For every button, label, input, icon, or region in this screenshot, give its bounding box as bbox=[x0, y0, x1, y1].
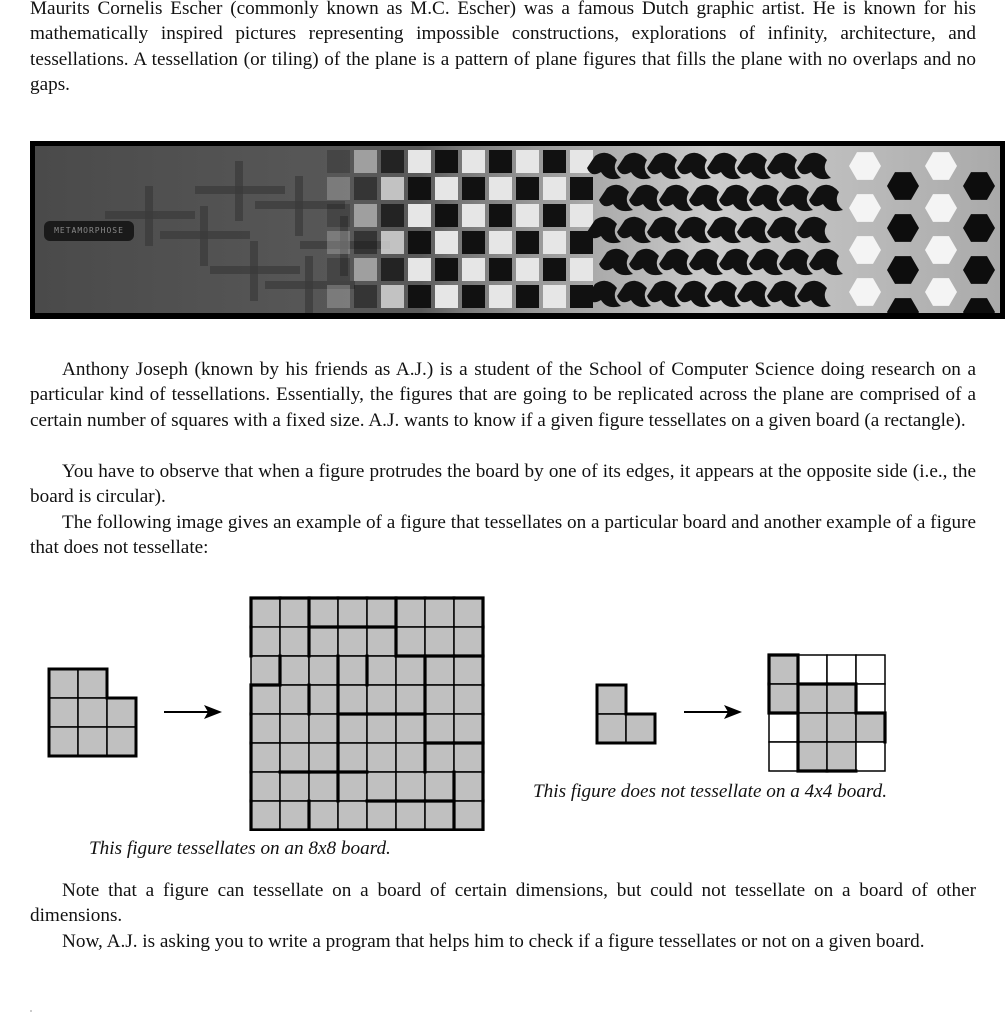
observe-paragraph: You have to observe that when a figure protrudes the board by one of its edges, it appears at the opposite side (i.e., the board is circular). bbox=[30, 461, 976, 508]
arrow-right-icon bbox=[682, 702, 746, 722]
tessellating-figure bbox=[46, 666, 142, 760]
banner-pattern bbox=[35, 146, 1000, 313]
aj-paragraph: Anthony Joseph (known by his friends as A.J.) is a student of the School of Computer Science doing research on a particular kind of tessellations. Essentially, the figures that are going to be replicated across the plane are comprised of a certain number of squares with a fixed size. A.J. wants to know if a given figure tessellates on a given board (a rectangle). bbox=[30, 359, 976, 431]
now-paragraph: Now, A.J. is asking you to write a program that helps him to check if a figure tessellates or not on a given board. bbox=[62, 931, 925, 952]
escher-metamorphose-banner bbox=[30, 141, 1005, 319]
caption-does-not-tessellate: This figure does not tessellate on a 4x4 board. bbox=[533, 781, 888, 802]
non-tessellating-figure bbox=[594, 682, 658, 746]
board-8x8 bbox=[248, 595, 486, 831]
page-mark bbox=[30, 1010, 32, 1012]
note-paragraph: Note that a figure can tessellate on a board of certain dimensions, but could not tessellate on a board of other dimensions. bbox=[30, 880, 976, 927]
following-paragraph: The following image gives an example of a figure that tessellates on a particular board and another example of a figure that does not tessellate: bbox=[30, 512, 976, 559]
caption-tessellates: This figure tessellates on an 8x8 board. bbox=[89, 838, 391, 859]
board-4x4 bbox=[766, 652, 890, 774]
intro-paragraph: Maurits Cornelis Escher (commonly known as M.C. Escher) was a famous Dutch graphic artist. He is known for his mathematically inspired pictures representing impossible constructions, explorations of infinity, architecture, and tessellations. A tessellation (or tiling) of the plane is a pattern of plane figures that fills the plane with no overlaps and no gaps. bbox=[30, 0, 976, 95]
banner-label: METAMORPHOSE bbox=[44, 221, 134, 241]
arrow-right-icon bbox=[162, 702, 226, 722]
